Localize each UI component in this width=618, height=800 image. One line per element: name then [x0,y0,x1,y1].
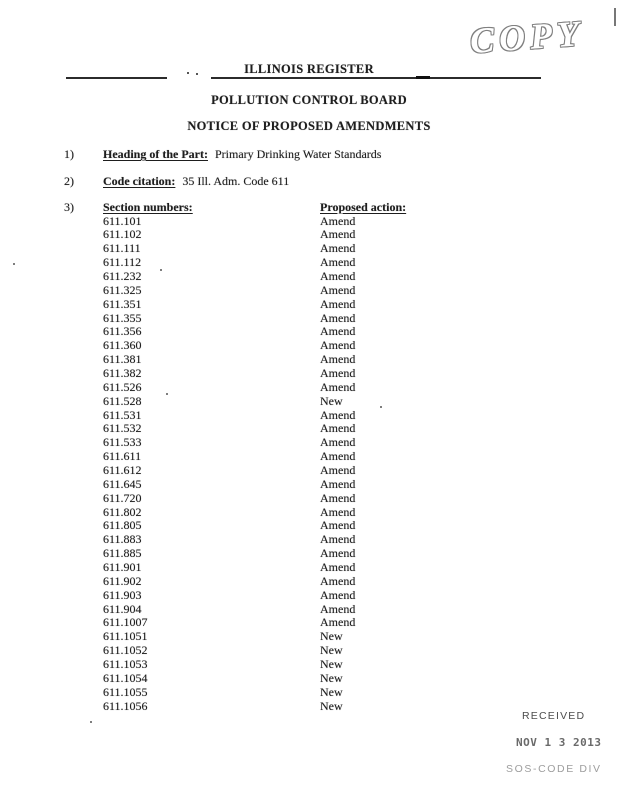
header-rule-main [211,77,541,79]
proposed-action: Amend [320,435,356,450]
code-citation-label: Code citation: [103,174,176,188]
section-number: 611.101 [103,213,142,228]
heading-of-part-label: Heading of the Part: [103,147,208,161]
scan-speck [166,393,168,395]
proposed-action: Amend [320,407,356,422]
section-row [103,298,355,312]
section-row [103,450,355,464]
proposed-action: Amend [320,546,356,561]
section-row [103,492,355,506]
section-row [103,519,355,533]
proposed-action: Amend [320,296,356,311]
section-number: 611.356 [103,324,142,339]
proposed-action: Amend [320,518,356,533]
proposed-action: New [320,657,343,671]
proposed-action-header: Proposed action: [320,200,407,214]
section-row [103,395,355,409]
section-row [103,616,355,630]
proposed-action: Amend [320,559,356,574]
proposed-action: New [320,684,343,699]
scan-speck [380,406,382,408]
section-row [103,478,355,492]
proposed-action: Amend [320,532,356,547]
section-number: 611.232 [103,268,142,283]
proposed-action: Amend [320,490,356,505]
copy-stamp: COPY [468,13,586,61]
section-number: 611.355 [103,310,142,325]
proposed-action: Amend [320,282,356,297]
section-number: 611.382 [103,365,142,380]
section-row [103,464,355,478]
proposed-action: New [320,393,343,408]
proposed-action: New [320,643,343,658]
scan-speck [13,263,15,265]
section-number: 611.351 [103,296,142,311]
proposed-action: Amend [320,587,356,602]
heading-of-part-value: Primary Drinking Water Standards [214,147,382,161]
section-row [103,672,355,686]
section-number: 611.1055 [103,684,148,699]
header-rule-left [66,77,167,79]
code-citation-value: 35 Ill. Adm. Code 611 [182,174,290,188]
proposed-action: Amend [320,338,356,353]
proposed-action: Amend [320,379,356,394]
proposed-action: Amend [320,227,356,242]
section-number: 611.533 [103,435,142,450]
section-number: 611.360 [103,338,142,353]
section-row [103,436,355,450]
proposed-action: Amend [320,421,356,436]
section-number: 611.1007 [103,615,148,630]
proposed-action: Amend [320,573,356,588]
section-number: 611.805 [103,518,142,533]
section-list [103,215,355,714]
proposed-action: Amend [320,255,356,270]
office-stamp: SOS-CODE DIV [506,763,602,775]
register-title: ILLINOIS REGISTER [244,62,374,76]
item-1 [103,147,381,162]
section-number: 611.532 [103,421,142,436]
section-row [103,603,355,617]
board-title: POLLUTION CONTROL BOARD [211,93,407,107]
section-number: 611.901 [103,559,142,574]
proposed-action: Amend [320,476,356,491]
section-row [103,284,355,298]
section-row [103,367,355,381]
section-number: 611.111 [103,241,141,256]
section-number: 611.902 [103,573,142,588]
section-row [103,256,355,270]
section-number: 611.325 [103,282,142,297]
received-stamp: RECEIVED [522,710,586,722]
proposed-action: Amend [320,365,356,380]
proposed-action: Amend [320,352,356,367]
section-number: 611.1056 [103,698,148,713]
section-number: 611.1054 [103,670,148,685]
section-number: 611.531 [103,407,142,422]
proposed-action: Amend [320,324,356,339]
section-row [103,312,355,326]
section-row [103,325,355,339]
proposed-action: Amend [320,615,356,630]
proposed-action: Amend [320,310,356,325]
proposed-action: Amend [320,504,356,519]
section-number: 611.903 [103,587,142,602]
section-row [103,270,355,284]
section-number: 611.1052 [103,643,148,658]
section-row [103,506,355,520]
section-number: 611.611 [103,449,142,464]
item-2 [103,174,289,189]
section-number: 611.802 [103,504,142,519]
proposed-action: New [320,698,343,713]
section-number: 611.612 [103,462,142,477]
section-row [103,589,355,603]
section-number: 611.381 [103,352,142,367]
section-number: 611.528 [103,393,142,408]
item-1-number: 1) [64,147,74,161]
scan-edge-artifact [614,8,616,26]
section-row [103,381,355,395]
notice-title: NOTICE OF PROPOSED AMENDMENTS [187,119,431,133]
section-row [103,575,355,589]
item-3-number: 3) [64,200,74,214]
section-number: 611.885 [103,546,142,561]
proposed-action: New [320,629,343,644]
section-row [103,644,355,658]
section-row [103,547,355,561]
proposed-action: Amend [320,213,356,228]
section-number: 611.112 [103,255,142,270]
proposed-action: New [320,670,343,685]
section-number: 611.720 [103,490,142,505]
section-row [103,533,355,547]
section-row [103,215,355,229]
section-number: 611.526 [103,379,142,394]
proposed-action: Amend [320,601,356,616]
section-row [103,686,355,700]
section-number: 611.904 [103,601,142,616]
section-row [103,700,355,714]
date-stamp: NOV 1 3 2013 [516,736,602,749]
proposed-action: Amend [320,449,356,464]
section-row [103,353,355,367]
section-row [103,422,355,436]
section-row [103,228,355,242]
item-2-number: 2) [64,174,74,188]
proposed-action: Amend [320,462,356,477]
section-number: 611.883 [103,532,142,547]
section-number: 611.102 [103,227,142,242]
section-row [103,630,355,644]
section-row [103,242,355,256]
proposed-action: Amend [320,241,356,256]
section-number: 611.1053 [103,657,148,671]
section-numbers-header: Section numbers: [103,200,193,214]
section-number: 611.645 [103,476,142,491]
scan-speck [187,72,189,74]
section-row [103,561,355,575]
section-row [103,339,355,353]
scan-speck [160,269,162,271]
section-row [103,658,355,672]
scan-speck [196,73,198,75]
section-number: 611.1051 [103,629,148,644]
proposed-action: Amend [320,268,356,283]
scan-speck [90,721,92,723]
section-row [103,409,355,423]
